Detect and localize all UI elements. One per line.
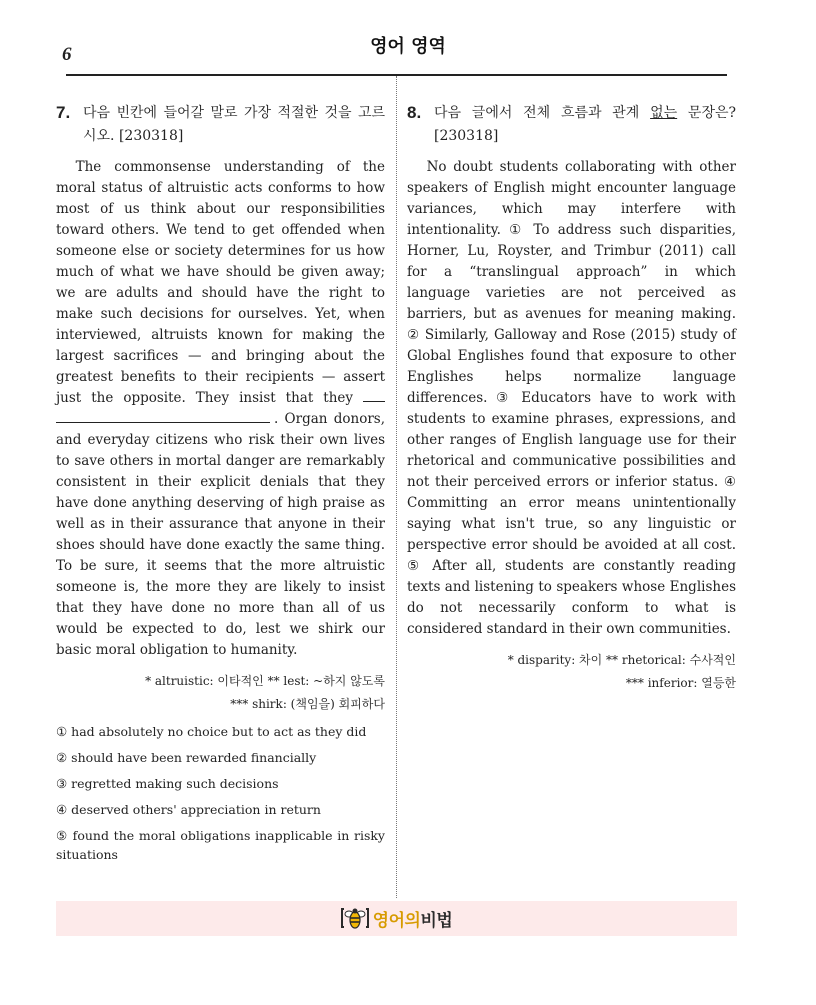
question-8-glossary [407, 649, 736, 695]
section-title: 영어 영역 [370, 36, 446, 57]
glossary-line: *** inferior: 열등한 [625, 676, 736, 690]
answer-option-4[interactable]: ④ deserved others' appreciation in return [56, 802, 321, 817]
column-divider [396, 76, 397, 898]
page-number: 6 [62, 44, 72, 65]
passage-text-after-blank: . Organ donors, and everyday citizens who risk their own lives to save others in mortal danger are remarkably consistent in their explicit denials that they have done anything deserving of high praise as well as in their assurance that anyone in their shoes should have done exactly the same thing. To be sure, it seems that the more altruistic someone is, the more they are likely to insist that they have done no more than all of us would be expected to do, lest we shirk our basic moral obligation to humanity. [56, 411, 385, 658]
answer-option-3[interactable]: ③ regretted making such decisions [56, 776, 279, 791]
answer-option-1[interactable]: ① had absolutely no choice but to act as they did [56, 724, 367, 739]
question-8 [407, 102, 736, 695]
answer-blank-continued [56, 410, 270, 423]
question-7-prompt: 다음 빈칸에 들어갈 말로 가장 적절한 것을 고르 [83, 105, 385, 121]
logo-text-part2: 비법 [420, 910, 453, 931]
question-7-options [56, 722, 385, 864]
glossary-line: *** shirk: (책임을) 회피하다 [230, 697, 385, 711]
answer-option-5-line1: ⑤ found the moral obligations inapplicable in risky [56, 828, 385, 843]
question-7-prompt-cont: 시오. [230318] [83, 128, 184, 144]
glossary-line: * altruistic: 이타적인 ** lest: ~하지 않도록 [145, 674, 385, 688]
prompt-text: 다음 글에서 전체 흐름과 관계 [434, 105, 651, 121]
brand-logo [56, 905, 737, 931]
answer-option-5[interactable] [56, 826, 385, 864]
question-7-glossary [56, 670, 385, 716]
question-8-prompt [434, 102, 736, 125]
question-7 [56, 102, 385, 871]
question-7-number: 7. [56, 103, 71, 122]
answer-option-2[interactable]: ② should have been rewarded financially [56, 750, 317, 765]
question-7-passage [56, 157, 385, 661]
logo-text-part1: 영어의 [372, 910, 421, 931]
prompt-emphasis: 없는 [650, 105, 678, 121]
passage-text-before-blank: The commonsense understanding of the moral status of altruistic acts conforms to how most of us think about our responsibilities toward others. We tend to get offended when someone else or society determines for us how much of what we have should be given away; we are adults and should have the right to make such decisions for ourselves. Yet, when interviewed, altruists known for making the largest sacrifices — and bringing about the greatest benefits to their recipients — assert just the opposite. They insist that they [56, 159, 385, 406]
question-7-header [56, 102, 385, 148]
footer-band [56, 901, 737, 936]
prompt-text-end: 문장은? [677, 105, 736, 121]
question-8-code: [230318] [434, 128, 499, 144]
question-8-header [407, 102, 736, 148]
bee-logo-icon [341, 905, 369, 931]
logo-text [373, 906, 453, 931]
glossary-line: * disparity: 차이 ** rhetorical: 수사적인 [507, 653, 736, 667]
answer-option-5-line2: situations [56, 847, 118, 862]
answer-blank [363, 389, 385, 402]
question-8-number: 8. [407, 103, 422, 122]
question-8-passage: No doubt students collaborating with other speakers of English might encounter language variances, which may interfere with intentionality. ① To address such disparities, Horner, Lu, Royster, and Trimbur (2011) call for a “translingual approach” in which language varieties are not perceived as barriers, but as avenues for meaning making. ② Similarly, Galloway and Rose (2015) study of Global Englishes found that exposure to other Englishes helps normalize language differences. ③ Educators have to work with students to examine phrases, expressions, and other ranges of English language use for their rhetorical and communicative possibilities and not their perceived errors or inferior status. ④ Committing an error means unintentionally saying what isn't true, so any linguistic or perspective error should be avoided at all cost. ⑤ After all, students are constantly reading texts and listening to speakers whose Englishes do not necessarily conform to what is considered standard in their own communities. [407, 159, 736, 637]
